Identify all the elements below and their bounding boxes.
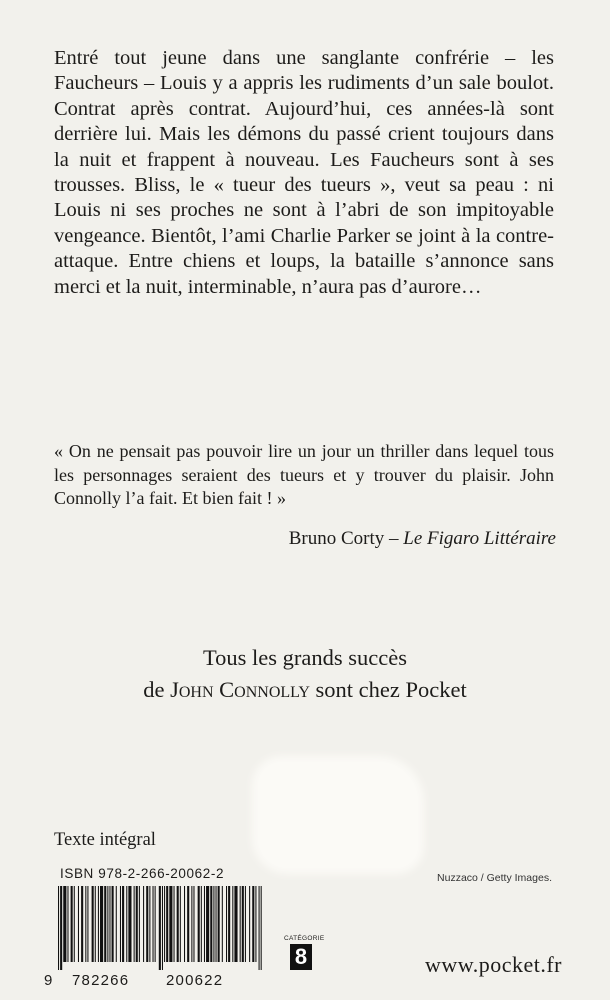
back-cover-blurb: Entré tout jeune dans une sanglante confrérie – les Faucheurs – Louis y a appris les rudiments d’un sale boulot. Contrat après contrat. Aujourd’hui, ces années-là sont derrière lui. Mais les démons du passé crient toujours dans la nuit et frappent à nouveau. Les Faucheurs sont à ses trousses. Bliss, le « tueur des tueurs », veut sa peau : ni Louis ni ses proches ne sont à l’abri de son impitoyable vengeance. Bientôt, l’ami Charlie Parker se joint à la contre-attaque. Entre chiens et loups, la bataille s’annonce sans merci et la nuit, interminable, n’aura pas d’aurore… [54, 47, 554, 298]
barcode-bar [252, 886, 254, 962]
barcode-bar [184, 886, 185, 962]
barcode-bar [198, 886, 200, 962]
barcode-bar [216, 886, 217, 962]
barcode-bar [78, 886, 79, 962]
barcode-bar [107, 886, 108, 962]
barcode-bar [95, 886, 96, 962]
barcode-bar [242, 886, 244, 962]
barcode-bar [218, 886, 220, 962]
barcode-bar [149, 886, 150, 962]
barcode-bar [58, 886, 59, 970]
promo-line-2: de John Connolly sont chez Pocket [143, 677, 467, 702]
barcode-bar [67, 886, 68, 962]
price-category [284, 935, 325, 970]
barcode-bar [232, 886, 233, 962]
barcode-bar [146, 886, 148, 962]
quote-attribution [289, 528, 556, 550]
barcode-bar [206, 886, 209, 962]
barcode-bar [174, 886, 175, 962]
barcode-bar [104, 886, 106, 962]
barcode-bar [228, 886, 230, 962]
barcode-right-digits: 200622 [166, 972, 224, 989]
barcode-bar [71, 886, 73, 962]
publisher-promo [0, 642, 610, 706]
barcode-first-digit: 9 [44, 972, 54, 989]
barcode-bar [193, 886, 194, 962]
barcode-bar [98, 886, 99, 962]
barcode-bar [153, 886, 154, 962]
barcode-bar [60, 886, 62, 970]
barcode-bar [116, 886, 117, 962]
barcode-bar [187, 886, 189, 962]
barcode-bar [245, 886, 246, 962]
promo-author: John Connolly [170, 677, 310, 702]
barcode-bar [259, 886, 260, 970]
isbn-number: ISBN 978-2-266-20062-2 [60, 866, 225, 881]
barcode-bar [234, 886, 237, 962]
photo-credit: Nuzzaco / Getty Images. [437, 872, 552, 884]
barcode-bar [136, 886, 138, 962]
barcode-bar [143, 886, 144, 962]
barcode-bar [134, 886, 135, 962]
quote-source: Le Figaro Littéraire [403, 528, 556, 549]
barcode-bar [180, 886, 181, 962]
barcode-bar [210, 886, 212, 962]
barcode-bar [126, 886, 127, 962]
barcode-bar [112, 886, 114, 962]
barcode-bar [222, 886, 223, 962]
barcode-bar [177, 886, 179, 962]
barcode-bar [213, 886, 214, 962]
barcode-bar [204, 886, 205, 962]
barcode-bar [120, 886, 121, 962]
barcode-bar [139, 886, 140, 962]
texte-integral-label: Texte intégral [54, 830, 156, 850]
barcode-bar [63, 886, 66, 962]
barcode-bar [249, 886, 250, 962]
barcode-bar [122, 886, 124, 962]
barcode-bar [81, 886, 83, 962]
promo-line-1: Tous les grands succès [202, 645, 407, 670]
category-number: 8 [290, 944, 312, 970]
barcode-left-digits: 782266 [72, 972, 130, 989]
barcode-bar [87, 886, 88, 962]
press-quote: « On ne pensait pas pouvoir lire un jour un thriller dans lequel tous les personnages seraient des tueurs et y trouver du plaisir. John Connolly l’a fait. Et bien fait ! » [54, 441, 554, 509]
barcode-bar [169, 886, 172, 962]
quote-author: Bruno Corty – [288, 528, 404, 549]
website-url: www.pocket.fr [424, 952, 562, 977]
barcode-bar [201, 886, 202, 962]
price-sticker-residue [258, 762, 418, 868]
barcode-bar [226, 886, 227, 962]
barcode-bar [261, 886, 262, 970]
barcode-bar [240, 886, 241, 962]
barcode-bar [255, 886, 256, 962]
barcode-bars [58, 886, 262, 970]
barcode-bar [191, 886, 192, 962]
barcode-bar [155, 886, 156, 962]
barcode [38, 886, 264, 990]
barcode-bar [162, 886, 163, 970]
barcode-bar [128, 886, 131, 962]
barcode-bar [166, 886, 168, 962]
barcode-bar [164, 886, 165, 962]
barcode-bar [100, 886, 103, 962]
barcode-bar [92, 886, 94, 962]
barcode-bar [85, 886, 86, 962]
barcode-bar [109, 886, 110, 962]
category-label: CATÉGORIE [284, 935, 325, 942]
barcode-bar [74, 886, 75, 962]
barcode-bar [159, 886, 161, 970]
